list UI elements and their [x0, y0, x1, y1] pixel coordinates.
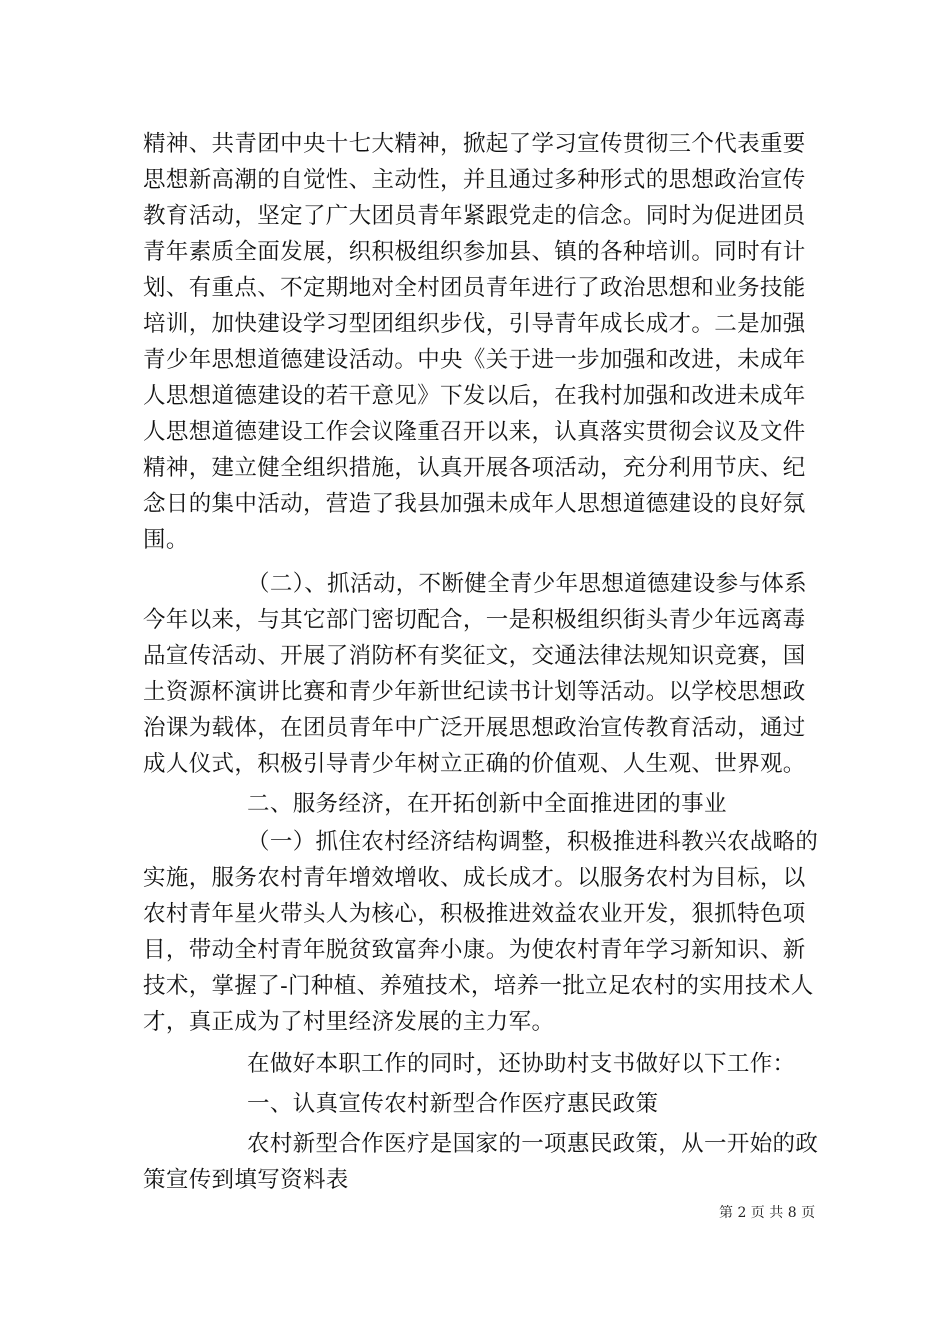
section-heading: 二、服务经济，在开拓创新中全面推进团的事业 — [247, 791, 727, 817]
body-text-line: 才，真正成为了村里经济发展的主力军。 — [143, 1009, 555, 1035]
subsection-heading: （一）抓住农村经济结构调整，积极推进科教兴农战略的 — [247, 829, 819, 855]
body-text-line: 划、有重点、不定期地对全村团员青年进行了政治思想和业务技能 — [143, 275, 806, 301]
body-text-line: 人思想道德建设的若干意见》下发以后，在我村加强和改进未成年 — [143, 383, 806, 409]
body-text-line: 治课为载体，在团员青年中广泛开展思想政治宣传教育活动，通过 — [143, 715, 806, 741]
body-text-line: 精神、共青团中央十七大精神，掀起了学习宣传贯彻三个代表重要 — [143, 131, 806, 157]
body-text-line: 在做好本职工作的同时，还协助村支书做好以下工作： — [247, 1051, 796, 1077]
body-text-line: 思想新高潮的自觉性、主动性，并且通过多种形式的思想政治宣传 — [143, 167, 806, 193]
body-text-line: 教育活动，坚定了广大团员青年紧跟党走的信念。同时为促进团员 — [143, 203, 806, 229]
body-text-line: 策宣传到填写资料表 — [143, 1167, 349, 1193]
body-text-line: 农村新型合作医疗是国家的一项惠民政策，从一开始的政 — [247, 1131, 819, 1157]
body-text-line: 目，带动全村青年脱贫致富奔小康。为使农村青年学习新知识、新 — [143, 937, 806, 963]
body-text-line: 培训，加快建设学习型团组织步伐，引导青年成长成才。二是加强 — [143, 311, 806, 337]
body-text-line: 精神，建立健全组织措施，认真开展各项活动，充分利用节庆、纪 — [143, 455, 806, 481]
body-text-line: 人思想道德建设工作会议隆重召开以来，认真落实贯彻会议及文件 — [143, 419, 806, 445]
body-text-line: 实施，服务农村青年增效增收、成长成才。以服务农村为目标，以 — [143, 865, 806, 891]
page-number: 第 2 页 共 8 页 — [719, 1205, 816, 1221]
body-text-line: 农村青年星火带头人为核心，积极推进效益农业开发，狠抓特色项 — [143, 901, 806, 927]
body-text-line: 技术，掌握了-门种植、养殖技术，培养一批立足农村的实用技术人 — [143, 973, 814, 999]
body-text-line: 成人仪式，积极引导青少年树立正确的价值观、人生观、世界观。 — [143, 751, 806, 777]
section-heading: 一、认真宣传农村新型合作医疗惠民政策 — [247, 1091, 659, 1117]
body-text-line: 土资源杯演讲比赛和青少年新世纪读书计划等活动。以学校思想政 — [143, 679, 806, 705]
body-text-line: 念日的集中活动，营造了我县加强未成年人思想道德建设的良好氛 — [143, 491, 806, 517]
body-text-line: 品宣传活动、开展了消防杯有奖征文，交通法律法规知识竞赛，国 — [143, 643, 806, 669]
body-text-line: 青年素质全面发展，织积极组织参加县、镇的各种培训。同时有计 — [143, 239, 806, 265]
body-text-line: 青少年思想道德建设活动。中央《关于进一步加强和改进，未成年 — [143, 347, 806, 373]
body-text-line: 围。 — [143, 527, 189, 553]
section-heading: （二）、抓活动，不断健全青少年思想道德建设参与体系 — [247, 571, 808, 597]
body-text-line: 今年以来，与其它部门密切配合，一是积极组织街头青少年远离毒 — [143, 607, 806, 633]
